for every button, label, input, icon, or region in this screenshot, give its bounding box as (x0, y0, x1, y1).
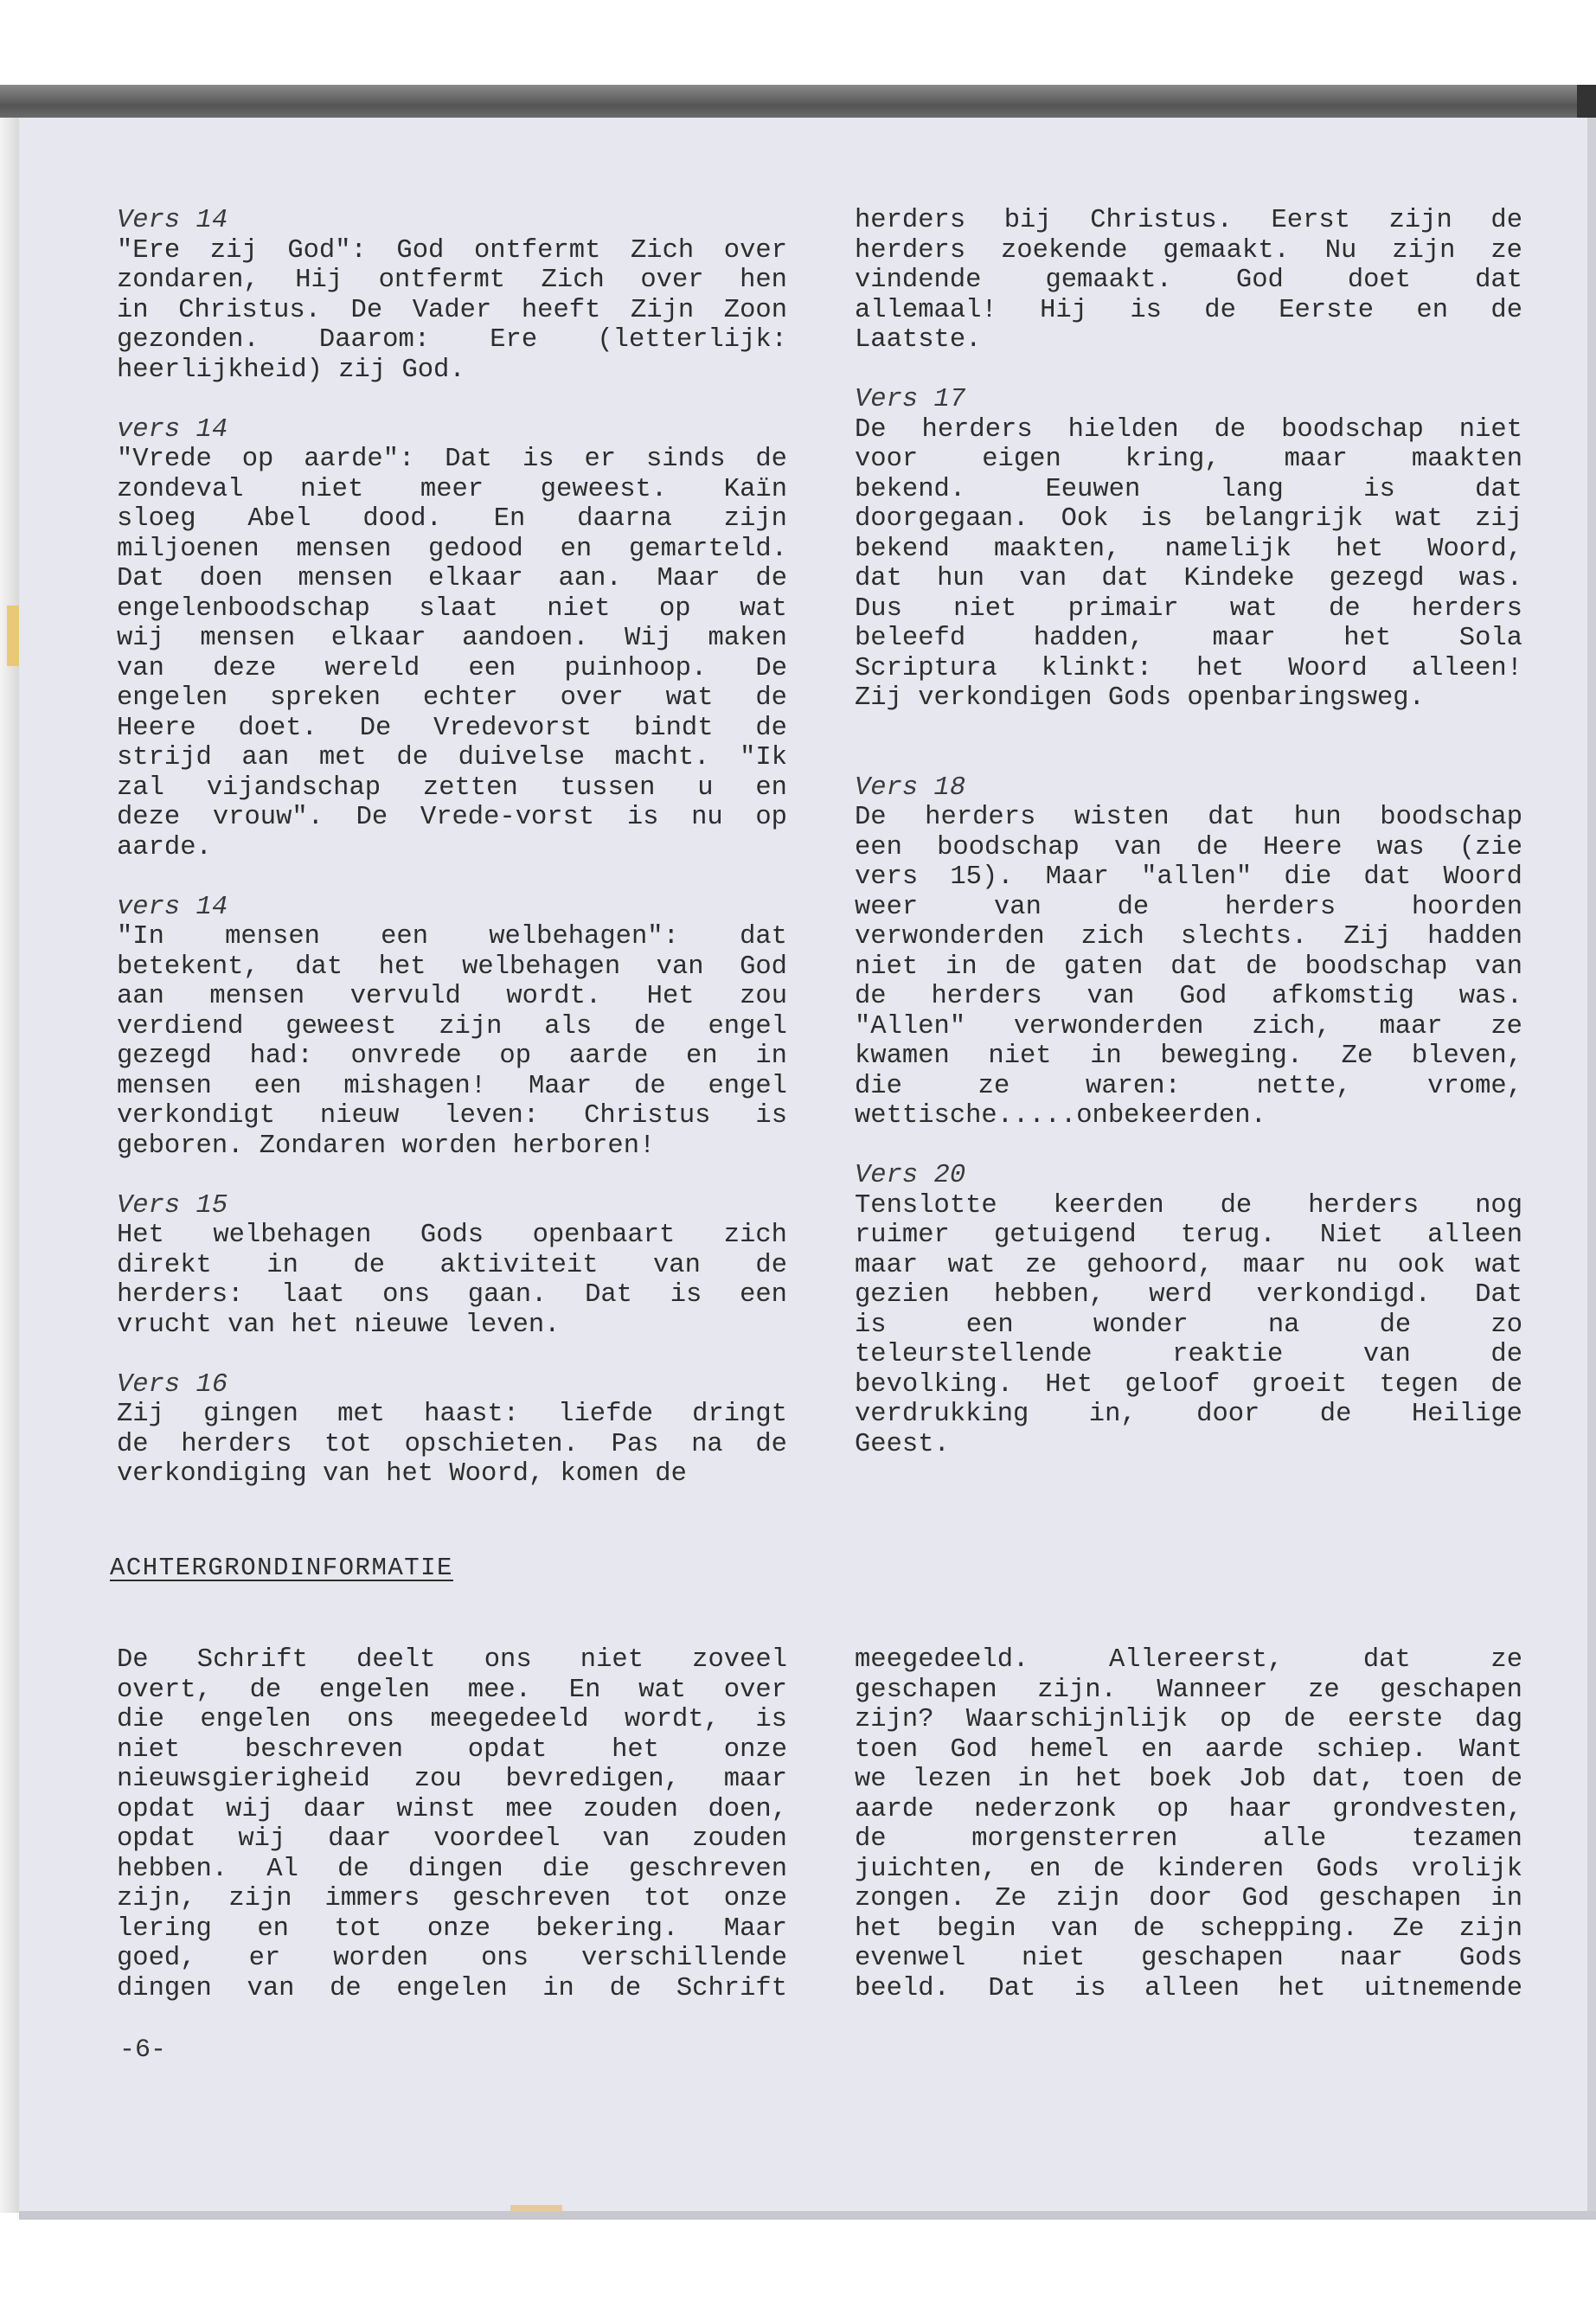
text-line: hebben. Al de dingen die geschreven (117, 1854, 787, 1884)
text-block (117, 206, 787, 385)
text-line: in Christus. De Vader heeft Zijn Zoon (117, 295, 787, 325)
text-line: Dat doen mensen elkaar aan. Maar de (117, 564, 787, 593)
text-line: de herders van God afkomstig was. (855, 982, 1522, 1011)
scan-bottom-edge (19, 2211, 1596, 2220)
text-line: aarde. (117, 832, 212, 862)
text-line: ruimer getuigend terug. Niet alleen (855, 1221, 1522, 1250)
text-line: wij mensen elkaar aandoen. Wij maken (117, 624, 787, 653)
text-line: sloeg Abel dood. En daarna zijn (117, 504, 787, 534)
text-line: voor eigen kring, maar maakten (855, 445, 1522, 474)
text-line: zijn, zijn immers geschreven tot onze (117, 1884, 787, 1913)
text-line: engelenboodschap slaat niet op wat (117, 593, 787, 624)
text-line: zondeval niet meer geweest. Kaïn (117, 474, 787, 504)
verse-heading: Vers 16 (117, 1369, 228, 1400)
text-line: beeld. Dat is alleen het uitnemende (855, 1973, 1522, 2003)
text-block (117, 1370, 787, 1490)
text-line: Dus niet primair wat de herders (855, 593, 1522, 624)
text-block (855, 206, 1522, 356)
text-line: zal vijandschap zetten tussen u en (117, 772, 787, 803)
text-line: Heere doet. De Vredevorst bindt de (117, 713, 787, 743)
text-line: dingen van de engelen in de Schrift (117, 1973, 787, 2003)
text-line: Zij verkondigen Gods openbaringsweg. (855, 683, 1425, 713)
text-line: weer van de herders hoorden (855, 892, 1522, 922)
verse-heading: Vers 14 (117, 206, 228, 235)
section-heading: ACHTERGRONDINFORMATIE (110, 1554, 453, 1582)
text-line: bevolking. Het geloof groeit tegen de (855, 1369, 1522, 1400)
text-line: lering en tot onze bekering. Maar (117, 1913, 787, 1944)
text-block (855, 1161, 1522, 1459)
text-line: betekent, dat het welbehagen van God (117, 952, 787, 982)
text-line: "In mensen een welbehagen": dat (117, 922, 787, 952)
text-line: opdat wij daar voordeel van zouden (117, 1824, 787, 1854)
verse-heading: Vers 20 (855, 1161, 966, 1190)
bottom-marker (510, 2205, 562, 2212)
text-line: verwonderden zich slechts. Zij hadden (855, 922, 1522, 952)
text-line: Geest. (855, 1429, 950, 1459)
text-line: wettische.....onbekeerden. (855, 1101, 1266, 1131)
text-line: verdrukking in, door de Heilige (855, 1400, 1522, 1429)
bottom-right-text-column (855, 1645, 1522, 2003)
text-line: kwamen niet in beweging. Ze bleven, (855, 1042, 1522, 1071)
text-line: overt, de engelen mee. En wat over (117, 1675, 787, 1705)
text-line: de herders tot opschieten. Pas na de (117, 1429, 787, 1459)
page-number: -6- (119, 2035, 167, 2065)
text-line: is een wonder na de zo (855, 1310, 1522, 1340)
text-line: beleefd hadden, maar het Sola (855, 624, 1522, 653)
text-line: verdiend geweest zijn als de engel (117, 1011, 787, 1042)
text-line: die ze waren: nette, vrome, (855, 1071, 1522, 1101)
text-line: geschapen zijn. Wanneer ze geschapen (855, 1675, 1522, 1705)
text-line: niet in de gaten dat de boodschap van (855, 952, 1522, 982)
text-line: aan mensen vervuld wordt. Het zou (117, 982, 787, 1011)
text-line: goed, er worden ons verschillende (117, 1944, 787, 1973)
text-line: deze vrouw". De Vrede-vorst is nu op (117, 803, 787, 832)
verse-heading: Vers 15 (117, 1190, 228, 1221)
text-line: De herders wisten dat hun boodschap (855, 803, 1522, 832)
text-line: maar wat ze gehoord, maar nu ook wat (855, 1250, 1522, 1280)
scan-right-edge (1587, 118, 1596, 2213)
text-line: Tenslotte keerden de herders nog (855, 1190, 1522, 1221)
scan-left-edge (0, 118, 19, 2213)
text-line: heerlijkheid) zij God. (117, 355, 465, 385)
text-line: "Vrede op aarde": Dat is er sinds de (117, 445, 787, 474)
text-line: evenwel niet geschapen naar Gods (855, 1944, 1522, 1973)
text-line: zongen. Ze zijn door God geschapen in (855, 1884, 1522, 1913)
text-line: een boodschap van de Heere was (zie (855, 832, 1522, 862)
text-line: we lezen in het boek Job dat, toen de (855, 1765, 1522, 1794)
text-block (117, 1191, 787, 1341)
text-line: niet beschreven opdat het onze (117, 1734, 787, 1765)
text-line: De Schrift deelt ons niet zoveel (117, 1645, 787, 1675)
text-line: van deze wereld een puinhoop. De (117, 653, 787, 683)
text-line: aarde nederzonk op haar grondvesten, (855, 1794, 1522, 1824)
text-line: bekend. Eeuwen lang is dat (855, 474, 1522, 504)
text-line: vindende gemaakt. God doet dat (855, 266, 1522, 295)
text-line: herders bij Christus. Eerst zijn de (855, 206, 1522, 235)
text-line: vrucht van het nieuwe leven. (117, 1310, 561, 1340)
left-text-column (117, 206, 787, 1519)
text-line: gezien hebben, werd verkondigd. Dat (855, 1280, 1522, 1310)
text-line: zijn? Waarschijnlijk op de eerste dag (855, 1705, 1522, 1734)
text-line: verkondigt nieuw leven: Christus is (117, 1101, 787, 1131)
text-line: direkt in de aktiviteit van de (117, 1250, 787, 1280)
text-line: herders zoekende gemaakt. Nu zijn ze (855, 235, 1522, 266)
text-line: verkondiging van het Woord, komen de (117, 1459, 687, 1489)
right-text-column (855, 206, 1522, 1490)
text-line: "Allen" verwonderden zich, maar ze (855, 1011, 1522, 1042)
text-line: teleurstellende reaktie van de (855, 1340, 1522, 1369)
text-line: het begin van de schepping. Ze zijn (855, 1913, 1522, 1944)
verse-heading: vers 14 (117, 414, 228, 445)
text-line: De herders hielden de boodschap niet (855, 414, 1522, 445)
bottom-left-text-column (117, 1645, 787, 2003)
text-line: bekend maakten, namelijk het Woord, (855, 534, 1522, 564)
text-line: herders: laat ons gaan. Dat is een (117, 1280, 787, 1310)
text-line: die engelen ons meegedeeld wordt, is (117, 1705, 787, 1734)
scan-top-bar (0, 85, 1596, 119)
text-line: doorgegaan. Ook is belangrijk wat zij (855, 504, 1522, 534)
text-block (117, 893, 787, 1162)
text-line: gezonden. Daarom: Ere (letterlijk: (117, 325, 787, 355)
verse-heading: Vers 17 (855, 385, 966, 414)
text-line: miljoenen mensen gedood en gemarteld. (117, 534, 787, 564)
text-line: de morgensterren alle tezamen (855, 1824, 1522, 1854)
text-block (855, 773, 1522, 1131)
text-block (855, 385, 1522, 714)
text-line: gezegd had: onvrede op aarde en in (117, 1042, 787, 1071)
text-line: juichten, en de kinderen Gods vrolijk (855, 1854, 1522, 1884)
text-block (117, 415, 787, 863)
text-line: vers 15). Maar "allen" die dat Woord (855, 862, 1522, 892)
text-line: dat hun van dat Kindeke gezegd was. (855, 564, 1522, 593)
verse-heading: vers 14 (117, 892, 228, 922)
text-line: "Ere zij God": God ontfermt Zich over (117, 235, 787, 266)
text-line: toen God hemel en aarde schiep. Want (855, 1734, 1522, 1765)
text-line: zondaren, Hij ontfermt Zich over hen (117, 266, 787, 295)
text-line: Het welbehagen Gods openbaart zich (117, 1221, 787, 1250)
text-line: strijd aan met de duivelse macht. "Ik (117, 743, 787, 772)
text-line: Laatste. (855, 325, 982, 355)
verse-heading: Vers 18 (855, 772, 966, 803)
text-line: mensen een mishagen! Maar de engel (117, 1071, 787, 1101)
text-line: allemaal! Hij is de Eerste en de (855, 295, 1522, 325)
text-line: Scriptura klinkt: het Woord alleen! (855, 653, 1522, 683)
text-line: engelen spreken echter over wat de (117, 683, 787, 713)
text-line: meegedeeld. Allereerst, dat ze (855, 1645, 1522, 1675)
text-line: opdat wij daar winst mee zouden doen, (117, 1794, 787, 1824)
text-line: geboren. Zondaren worden herboren! (117, 1131, 656, 1161)
text-line: Zij gingen met haast: liefde dringt (117, 1400, 787, 1429)
text-line: nieuwsgierigheid zou bevredigen, maar (117, 1765, 787, 1794)
